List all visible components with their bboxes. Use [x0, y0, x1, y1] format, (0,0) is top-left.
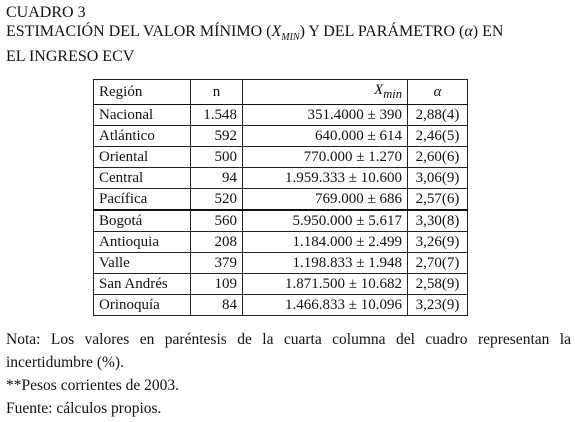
table-row [94, 232, 468, 253]
cell-xmin: 770.000 ± 1.270 [243, 147, 408, 168]
cell-region: Central [94, 168, 191, 189]
cell-xmin: 769.000 ± 686 [243, 189, 408, 211]
note-pesos: **Pesos corrientes de 2003. [6, 377, 180, 394]
cell-region: Bogotá [94, 210, 191, 232]
cell-n: 560 [191, 210, 243, 232]
cell-region: Antioquia [94, 232, 191, 253]
cell-n: 1.548 [191, 105, 243, 126]
header-alpha-symbol: α [433, 84, 442, 100]
cell-alpha: 2,60(6) [408, 147, 468, 168]
cell-xmin: 640.000 ± 614 [243, 126, 408, 147]
caption-math-alpha: α [464, 23, 473, 40]
caption-number: CUADRO 3 [6, 4, 86, 21]
header-region: Región [94, 80, 191, 105]
note-line-1: Nota: Los valores en paréntesis de la cuarta columna del cuadro representan la [6, 331, 571, 348]
cell-n: 84 [191, 295, 243, 316]
table-row [94, 253, 468, 274]
cell-n: 379 [191, 253, 243, 274]
table-row [94, 210, 468, 232]
caption-title-mid: ) Y DEL PARÁMETRO ( [299, 23, 465, 40]
cell-alpha: 2,88(4) [408, 105, 468, 126]
cell-xmin: 1.871.500 ± 10.682 [243, 274, 408, 295]
caption-title-line-2: EL INGRESO ECV [6, 48, 135, 66]
caption-title-start: ESTIMACIÓN DEL VALOR MÍNIMO ( [6, 23, 272, 40]
cell-alpha: 3,30(8) [408, 210, 468, 232]
table-row [94, 126, 468, 147]
cell-region: San Andrés [94, 274, 191, 295]
cell-region: Oriental [94, 147, 191, 168]
note-fuente: Fuente: cálculos propios. [6, 400, 162, 417]
cell-xmin: 351.4000 ± 390 [243, 105, 408, 126]
caption-math-x-sub: MIN [281, 32, 300, 44]
caption-title-end: ) EN [472, 23, 504, 40]
table-row [94, 295, 468, 316]
table-row [94, 189, 468, 211]
cell-xmin: 1.198.833 ± 1.948 [243, 253, 408, 274]
cell-region: Pacífica [94, 189, 191, 211]
header-xmin-sub: min [383, 87, 402, 101]
cell-n: 500 [191, 147, 243, 168]
cell-n: 208 [191, 232, 243, 253]
cell-n: 592 [191, 126, 243, 147]
header-alpha [408, 80, 468, 105]
cell-xmin: 1.466.833 ± 10.096 [243, 295, 408, 316]
table-caption [6, 3, 571, 66]
header-n: n [191, 80, 243, 105]
cell-alpha: 2,57(6) [408, 189, 468, 211]
table-notes [6, 328, 571, 420]
table-row [94, 105, 468, 126]
table-row [94, 168, 468, 189]
table-body [94, 105, 468, 316]
caption-title-line [6, 22, 571, 47]
cell-region: Atlántico [94, 126, 191, 147]
table-row [94, 274, 468, 295]
table-header-row [94, 80, 468, 105]
cell-xmin: 1.184.000 ± 2.499 [243, 232, 408, 253]
cell-n: 94 [191, 168, 243, 189]
cell-n: 520 [191, 189, 243, 211]
cell-xmin: 1.959.333 ± 10.600 [243, 168, 408, 189]
cell-region: Nacional [94, 105, 191, 126]
note-line-2: incertidumbre (%). [6, 354, 124, 371]
caption-math-x [271, 23, 300, 44]
estimation-table [93, 79, 468, 316]
cell-alpha: 3,06(9) [408, 168, 468, 189]
cell-xmin: 5.950.000 ± 5.617 [243, 210, 408, 232]
cell-alpha: 2,70(7) [408, 253, 468, 274]
cell-region: Orinoquía [94, 295, 191, 316]
header-xmin [243, 80, 408, 105]
table-row [94, 147, 468, 168]
cell-alpha: 3,23(9) [408, 295, 468, 316]
cell-alpha: 3,26(9) [408, 232, 468, 253]
cell-alpha: 2,46(5) [408, 126, 468, 147]
cell-n: 109 [191, 274, 243, 295]
header-xmin-letter: X [374, 82, 384, 98]
cell-region: Valle [94, 253, 191, 274]
caption-math-x-letter: X [271, 23, 282, 40]
cell-alpha: 2,58(9) [408, 274, 468, 295]
